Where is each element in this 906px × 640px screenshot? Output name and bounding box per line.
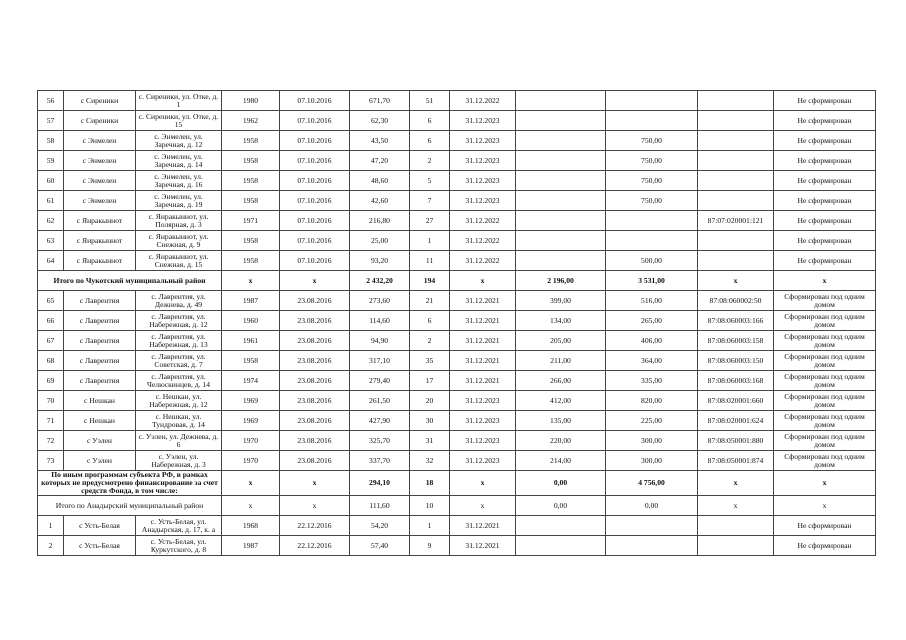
cadastral-cell: 87:08:060002:50 bbox=[698, 291, 774, 311]
area-cell: 93,20 bbox=[350, 251, 410, 271]
status-cell: Не сформирован bbox=[774, 536, 876, 556]
settlement-cell: с Лаврентия bbox=[64, 371, 136, 391]
settlement-cell: с Сиреники bbox=[64, 111, 136, 131]
year-cell: х bbox=[222, 496, 280, 516]
deadline-cell: х bbox=[450, 271, 516, 291]
cadastral-cell: х bbox=[698, 471, 774, 496]
date-cell: 22.12.2016 bbox=[280, 536, 350, 556]
year-cell: 1970 bbox=[222, 451, 280, 471]
row-number-cell: 67 bbox=[38, 331, 64, 351]
amount-cell bbox=[606, 231, 698, 251]
row-number-cell: 61 bbox=[38, 191, 64, 211]
address-cell: с. Уэлен, ул. Дежнева, д. 6 bbox=[136, 431, 222, 451]
area-cell: 114,60 bbox=[350, 311, 410, 331]
status-cell: Сформирован под одним домом bbox=[774, 291, 876, 311]
status-cell: Не сформирован bbox=[774, 516, 876, 536]
cadastral-cell: 87:08:060003:166 bbox=[698, 311, 774, 331]
total-row bbox=[38, 471, 876, 496]
date-cell: 23.08.2016 bbox=[280, 391, 350, 411]
amount-cell: 750,00 bbox=[606, 151, 698, 171]
year-cell: 1987 bbox=[222, 536, 280, 556]
amount-cell: 225,00 bbox=[606, 411, 698, 431]
date-cell: х bbox=[280, 496, 350, 516]
amount-cell: 266,00 bbox=[516, 371, 606, 391]
row-number-cell: 59 bbox=[38, 151, 64, 171]
settlement-cell: с Лаврентия bbox=[64, 331, 136, 351]
table-row bbox=[38, 311, 876, 331]
cadastral-cell: х bbox=[698, 271, 774, 291]
subtotal-label-cell: Итого по Анадырский муниципальный район bbox=[38, 496, 222, 516]
date-cell: х bbox=[280, 271, 350, 291]
amount-cell: 134,00 bbox=[516, 311, 606, 331]
amount-cell bbox=[516, 231, 606, 251]
address-cell: с. Усть-Белая, ул. Анадырская, д. 17, к. а bbox=[136, 516, 222, 536]
date-cell: 23.08.2016 bbox=[280, 411, 350, 431]
table-row bbox=[38, 391, 876, 411]
table-row bbox=[38, 91, 876, 111]
people-cell: 10 bbox=[410, 496, 450, 516]
row-number-cell: 69 bbox=[38, 371, 64, 391]
year-cell: 1980 bbox=[222, 91, 280, 111]
address-cell: с. Янракыннот, ул. Полярная, д. 3 bbox=[136, 211, 222, 231]
year-cell: 1958 bbox=[222, 171, 280, 191]
area-cell: 671,70 bbox=[350, 91, 410, 111]
table-row bbox=[38, 411, 876, 431]
amount-cell: 3 531,00 bbox=[606, 271, 698, 291]
people-cell: 20 bbox=[410, 391, 450, 411]
amount-cell: 750,00 bbox=[606, 171, 698, 191]
area-cell: 261,50 bbox=[350, 391, 410, 411]
people-cell: 2 bbox=[410, 151, 450, 171]
year-cell: 1987 bbox=[222, 291, 280, 311]
status-cell: Не сформирован bbox=[774, 171, 876, 191]
settlement-cell: с Лаврентия bbox=[64, 311, 136, 331]
settlement-cell: с Энмелен bbox=[64, 171, 136, 191]
amount-cell: 205,00 bbox=[516, 331, 606, 351]
amount-cell: 500,00 bbox=[606, 251, 698, 271]
settlement-cell: с Уэлен bbox=[64, 431, 136, 451]
cadastral-cell bbox=[698, 536, 774, 556]
amount-cell bbox=[516, 91, 606, 111]
address-cell: с. Лаврентия, ул. Советская, д. 7 bbox=[136, 351, 222, 371]
deadline-cell: 31.12.2021 bbox=[450, 311, 516, 331]
amount-cell: 412,00 bbox=[516, 391, 606, 411]
settlement-cell: с Янракыннот bbox=[64, 211, 136, 231]
amount-cell bbox=[606, 536, 698, 556]
date-cell: 23.08.2016 bbox=[280, 431, 350, 451]
people-cell: 1 bbox=[410, 516, 450, 536]
settlement-cell: с Лаврентия bbox=[64, 351, 136, 371]
status-cell: Сформирован под одним домом bbox=[774, 411, 876, 431]
address-cell: с. Лаврентия, ул. Челюскинцев, д. 14 bbox=[136, 371, 222, 391]
settlement-cell: с Уэлен bbox=[64, 451, 136, 471]
people-cell: 6 bbox=[410, 311, 450, 331]
date-cell: 23.08.2016 bbox=[280, 351, 350, 371]
year-cell: 1958 bbox=[222, 131, 280, 151]
row-number-cell: 64 bbox=[38, 251, 64, 271]
table-row bbox=[38, 231, 876, 251]
address-cell: с. Усть-Белая, ул. Куркутского, д. 8 bbox=[136, 536, 222, 556]
area-cell: 94,90 bbox=[350, 331, 410, 351]
year-cell: 1958 bbox=[222, 351, 280, 371]
settlement-cell: с Лаврентия bbox=[64, 291, 136, 311]
deadline-cell: 31.12.2023 bbox=[450, 431, 516, 451]
date-cell: 23.08.2016 bbox=[280, 371, 350, 391]
area-cell: 317,10 bbox=[350, 351, 410, 371]
amount-cell: 265,00 bbox=[606, 311, 698, 331]
area-cell: 325,70 bbox=[350, 431, 410, 451]
people-cell: 2 bbox=[410, 331, 450, 351]
deadline-cell: 31.12.2022 bbox=[450, 91, 516, 111]
deadline-cell: х bbox=[450, 496, 516, 516]
year-cell: 1961 bbox=[222, 331, 280, 351]
cadastral-cell bbox=[698, 171, 774, 191]
row-number-cell: 57 bbox=[38, 111, 64, 131]
cadastral-cell: 87:08:020001:660 bbox=[698, 391, 774, 411]
amount-cell bbox=[516, 536, 606, 556]
status-cell: Не сформирован bbox=[774, 151, 876, 171]
status-cell: Не сформирован bbox=[774, 211, 876, 231]
cadastral-cell: 87:07:020001:121 bbox=[698, 211, 774, 231]
amount-cell bbox=[516, 151, 606, 171]
status-cell: Сформирован под одним домом bbox=[774, 451, 876, 471]
amount-cell: 220,00 bbox=[516, 431, 606, 451]
amount-cell bbox=[516, 171, 606, 191]
people-cell: 27 bbox=[410, 211, 450, 231]
row-number-cell: 66 bbox=[38, 311, 64, 331]
amount-cell: 399,00 bbox=[516, 291, 606, 311]
people-cell: 51 bbox=[410, 91, 450, 111]
table-row bbox=[38, 536, 876, 556]
area-cell: 42,60 bbox=[350, 191, 410, 211]
settlement-cell: с Энмелен bbox=[64, 191, 136, 211]
table-row bbox=[38, 516, 876, 536]
amount-cell: 820,00 bbox=[606, 391, 698, 411]
year-cell: х bbox=[222, 471, 280, 496]
address-cell: с. Лаврентия, ул. Набережная, д. 12 bbox=[136, 311, 222, 331]
status-cell: Не сформирован bbox=[774, 131, 876, 151]
amount-cell: 214,00 bbox=[516, 451, 606, 471]
table-row bbox=[38, 151, 876, 171]
amount-cell bbox=[606, 111, 698, 131]
people-cell: 6 bbox=[410, 131, 450, 151]
amount-cell: 516,00 bbox=[606, 291, 698, 311]
address-cell: с. Янракыннот, ул. Снежная, д. 15 bbox=[136, 251, 222, 271]
address-cell: с. Нешкан, ул. Набережная, д. 12 bbox=[136, 391, 222, 411]
deadline-cell: 31.12.2021 bbox=[450, 331, 516, 351]
year-cell: 1958 bbox=[222, 151, 280, 171]
people-cell: 18 bbox=[410, 471, 450, 496]
cadastral-cell: 87:08:060003:158 bbox=[698, 331, 774, 351]
people-cell: 194 bbox=[410, 271, 450, 291]
table-row bbox=[38, 251, 876, 271]
amount-cell bbox=[516, 111, 606, 131]
cadastral-cell: 87:08:050001:880 bbox=[698, 431, 774, 451]
address-cell: с. Уэлен, ул. Набережная, д. 3 bbox=[136, 451, 222, 471]
people-cell: 17 bbox=[410, 371, 450, 391]
deadline-cell: 31.12.2022 bbox=[450, 251, 516, 271]
table-row bbox=[38, 131, 876, 151]
table-row bbox=[38, 111, 876, 131]
people-cell: 7 bbox=[410, 191, 450, 211]
area-cell: 2 432,20 bbox=[350, 271, 410, 291]
date-cell: 07.10.2016 bbox=[280, 251, 350, 271]
area-cell: 337,70 bbox=[350, 451, 410, 471]
amount-cell bbox=[606, 211, 698, 231]
amount-cell: 406,00 bbox=[606, 331, 698, 351]
address-cell: с. Сиреники, ул. Отке, д. 1 bbox=[136, 91, 222, 111]
date-cell: 23.08.2016 bbox=[280, 331, 350, 351]
cadastral-cell: 87:08:060003:168 bbox=[698, 371, 774, 391]
deadline-cell: 31.12.2021 bbox=[450, 516, 516, 536]
amount-cell bbox=[516, 191, 606, 211]
status-cell: Сформирован под одним домом bbox=[774, 331, 876, 351]
deadline-cell: 31.12.2023 bbox=[450, 111, 516, 131]
deadline-cell: 31.12.2022 bbox=[450, 231, 516, 251]
row-number-cell: 72 bbox=[38, 431, 64, 451]
total-label-cell: Итого по Чукотский муниципальный район bbox=[38, 271, 222, 291]
housing-program-table bbox=[37, 90, 876, 556]
area-cell: 25,00 bbox=[350, 231, 410, 251]
people-cell: 30 bbox=[410, 411, 450, 431]
cadastral-cell bbox=[698, 191, 774, 211]
people-cell: 5 bbox=[410, 171, 450, 191]
deadline-cell: 31.12.2023 bbox=[450, 411, 516, 431]
status-cell: х bbox=[774, 271, 876, 291]
amount-cell: 4 756,00 bbox=[606, 471, 698, 496]
date-cell: 23.08.2016 bbox=[280, 311, 350, 331]
row-number-cell: 70 bbox=[38, 391, 64, 411]
status-cell: Не сформирован bbox=[774, 191, 876, 211]
amount-cell: 335,00 bbox=[606, 371, 698, 391]
deadline-cell: 31.12.2021 bbox=[450, 351, 516, 371]
area-cell: 48,60 bbox=[350, 171, 410, 191]
status-cell: Сформирован под одним домом bbox=[774, 391, 876, 411]
amount-cell: 300,00 bbox=[606, 451, 698, 471]
year-cell: 1970 bbox=[222, 431, 280, 451]
people-cell: 31 bbox=[410, 431, 450, 451]
table-row bbox=[38, 371, 876, 391]
date-cell: 07.10.2016 bbox=[280, 191, 350, 211]
area-cell: 216,80 bbox=[350, 211, 410, 231]
settlement-cell: с Усть-Белая bbox=[64, 536, 136, 556]
cadastral-cell: 87:08:020001:624 bbox=[698, 411, 774, 431]
year-cell: 1960 bbox=[222, 311, 280, 331]
status-cell: Не сформирован bbox=[774, 111, 876, 131]
area-cell: 54,20 bbox=[350, 516, 410, 536]
deadline-cell: 31.12.2022 bbox=[450, 211, 516, 231]
status-cell: Не сформирован bbox=[774, 251, 876, 271]
total-row bbox=[38, 271, 876, 291]
area-cell: 57,40 bbox=[350, 536, 410, 556]
amount-cell: 300,00 bbox=[606, 431, 698, 451]
row-number-cell: 2 bbox=[38, 536, 64, 556]
status-cell: х bbox=[774, 496, 876, 516]
year-cell: 1969 bbox=[222, 391, 280, 411]
settlement-cell: с Янракыннот bbox=[64, 231, 136, 251]
status-cell: Сформирован под одним домом bbox=[774, 431, 876, 451]
date-cell: 07.10.2016 bbox=[280, 131, 350, 151]
year-cell: 1958 bbox=[222, 231, 280, 251]
cadastral-cell bbox=[698, 151, 774, 171]
cadastral-cell bbox=[698, 131, 774, 151]
amount-cell: 0,00 bbox=[606, 496, 698, 516]
people-cell: 6 bbox=[410, 111, 450, 131]
amount-cell bbox=[516, 211, 606, 231]
row-number-cell: 71 bbox=[38, 411, 64, 431]
address-cell: с. Лаврентия, ул. Дежнева, д. 49 bbox=[136, 291, 222, 311]
date-cell: 07.10.2016 bbox=[280, 91, 350, 111]
address-cell: с. Энмелен, ул. Заречная, д. 16 bbox=[136, 171, 222, 191]
status-cell: х bbox=[774, 471, 876, 496]
amount-cell bbox=[516, 516, 606, 536]
amount-cell bbox=[606, 516, 698, 536]
date-cell: х bbox=[280, 471, 350, 496]
table-row bbox=[38, 331, 876, 351]
address-cell: с. Энмелен, ул. Заречная, д. 14 bbox=[136, 151, 222, 171]
year-cell: х bbox=[222, 271, 280, 291]
address-cell: с. Нешкан, ул. Тундровая, д. 14 bbox=[136, 411, 222, 431]
row-number-cell: 73 bbox=[38, 451, 64, 471]
amount-cell: 750,00 bbox=[606, 191, 698, 211]
row-number-cell: 56 bbox=[38, 91, 64, 111]
cadastral-cell: 87:08:050001:874 bbox=[698, 451, 774, 471]
address-cell: с. Янракыннот, ул. Снежная, д. 9 bbox=[136, 231, 222, 251]
people-cell: 35 bbox=[410, 351, 450, 371]
amount-cell: 135,00 bbox=[516, 411, 606, 431]
status-cell: Сформирован под одним домом bbox=[774, 351, 876, 371]
deadline-cell: 31.12.2023 bbox=[450, 151, 516, 171]
row-number-cell: 65 bbox=[38, 291, 64, 311]
area-cell: 62,30 bbox=[350, 111, 410, 131]
address-cell: с. Лаврентия, ул. Набережная, д. 13 bbox=[136, 331, 222, 351]
table-row bbox=[38, 191, 876, 211]
row-number-cell: 63 bbox=[38, 231, 64, 251]
address-cell: с. Энмелен, ул. Заречная, д. 12 bbox=[136, 131, 222, 151]
cadastral-cell: 87:08:060003:150 bbox=[698, 351, 774, 371]
area-cell: 111,60 bbox=[350, 496, 410, 516]
date-cell: 23.08.2016 bbox=[280, 451, 350, 471]
deadline-cell: 31.12.2023 bbox=[450, 131, 516, 151]
table-body bbox=[38, 91, 876, 556]
deadline-cell: х bbox=[450, 471, 516, 496]
year-cell: 1958 bbox=[222, 191, 280, 211]
amount-cell: 364,00 bbox=[606, 351, 698, 371]
year-cell: 1958 bbox=[222, 251, 280, 271]
settlement-cell: с Усть-Белая bbox=[64, 516, 136, 536]
cadastral-cell bbox=[698, 516, 774, 536]
status-cell: Не сформирован bbox=[774, 231, 876, 251]
status-cell: Сформирован под одним домом bbox=[774, 311, 876, 331]
date-cell: 07.10.2016 bbox=[280, 111, 350, 131]
settlement-cell: с Энмелен bbox=[64, 131, 136, 151]
settlement-cell: с Нешкан bbox=[64, 391, 136, 411]
total-label-cell: По иным программам субъекта РФ, в рамках которых не предусмотрено финансирование за счет средств Фонда, в том числе: bbox=[38, 471, 222, 496]
year-cell: 1974 bbox=[222, 371, 280, 391]
cadastral-cell bbox=[698, 231, 774, 251]
cadastral-cell: х bbox=[698, 496, 774, 516]
table-row bbox=[38, 291, 876, 311]
people-cell: 1 bbox=[410, 231, 450, 251]
year-cell: 1962 bbox=[222, 111, 280, 131]
year-cell: 1968 bbox=[222, 516, 280, 536]
cadastral-cell bbox=[698, 111, 774, 131]
deadline-cell: 31.12.2023 bbox=[450, 171, 516, 191]
amount-cell: 0,00 bbox=[516, 471, 606, 496]
date-cell: 07.10.2016 bbox=[280, 151, 350, 171]
date-cell: 22.12.2016 bbox=[280, 516, 350, 536]
deadline-cell: 31.12.2021 bbox=[450, 291, 516, 311]
cadastral-cell bbox=[698, 91, 774, 111]
row-number-cell: 62 bbox=[38, 211, 64, 231]
row-number-cell: 58 bbox=[38, 131, 64, 151]
table-row bbox=[38, 351, 876, 371]
deadline-cell: 31.12.2023 bbox=[450, 451, 516, 471]
date-cell: 07.10.2016 bbox=[280, 171, 350, 191]
address-cell: с. Энмелен, ул. Заречная, д. 19 bbox=[136, 191, 222, 211]
deadline-cell: 31.12.2021 bbox=[450, 536, 516, 556]
settlement-cell: с Сиреники bbox=[64, 91, 136, 111]
deadline-cell: 31.12.2023 bbox=[450, 391, 516, 411]
cadastral-cell bbox=[698, 251, 774, 271]
people-cell: 32 bbox=[410, 451, 450, 471]
table-row bbox=[38, 431, 876, 451]
row-number-cell: 68 bbox=[38, 351, 64, 371]
area-cell: 294,10 bbox=[350, 471, 410, 496]
amount-cell: 0,00 bbox=[516, 496, 606, 516]
year-cell: 1969 bbox=[222, 411, 280, 431]
amount-cell bbox=[606, 91, 698, 111]
settlement-cell: с Нешкан bbox=[64, 411, 136, 431]
area-cell: 273,60 bbox=[350, 291, 410, 311]
amount-cell: 211,00 bbox=[516, 351, 606, 371]
table-row bbox=[38, 171, 876, 191]
status-cell: Не сформирован bbox=[774, 91, 876, 111]
people-cell: 11 bbox=[410, 251, 450, 271]
date-cell: 07.10.2016 bbox=[280, 231, 350, 251]
deadline-cell: 31.12.2021 bbox=[450, 371, 516, 391]
amount-cell bbox=[516, 131, 606, 151]
table-row bbox=[38, 211, 876, 231]
status-cell: Сформирован под одним домом bbox=[774, 371, 876, 391]
address-cell: с. Сиреники, ул. Отке, д. 15 bbox=[136, 111, 222, 131]
year-cell: 1971 bbox=[222, 211, 280, 231]
date-cell: 07.10.2016 bbox=[280, 211, 350, 231]
row-number-cell: 60 bbox=[38, 171, 64, 191]
amount-cell bbox=[516, 251, 606, 271]
total-row bbox=[38, 496, 876, 516]
amount-cell: 750,00 bbox=[606, 131, 698, 151]
table-row bbox=[38, 451, 876, 471]
people-cell: 9 bbox=[410, 536, 450, 556]
people-cell: 21 bbox=[410, 291, 450, 311]
row-number-cell: 1 bbox=[38, 516, 64, 536]
area-cell: 47,20 bbox=[350, 151, 410, 171]
date-cell: 23.08.2016 bbox=[280, 291, 350, 311]
settlement-cell: с Янракыннот bbox=[64, 251, 136, 271]
deadline-cell: 31.12.2023 bbox=[450, 191, 516, 211]
area-cell: 427,90 bbox=[350, 411, 410, 431]
area-cell: 43,50 bbox=[350, 131, 410, 151]
settlement-cell: с Энмелен bbox=[64, 151, 136, 171]
area-cell: 279,40 bbox=[350, 371, 410, 391]
amount-cell: 2 196,00 bbox=[516, 271, 606, 291]
